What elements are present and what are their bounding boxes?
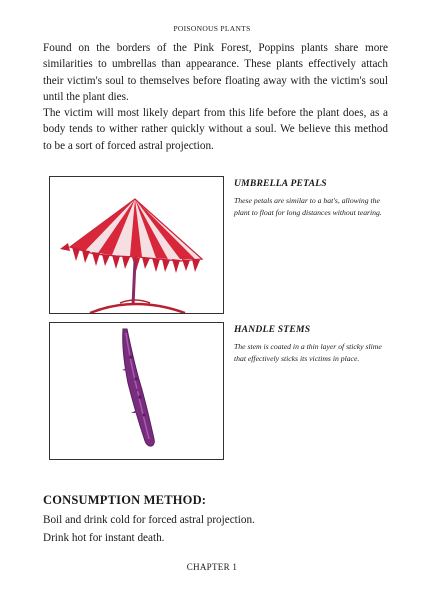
intro-paragraph-2: The victim will most likely depart from this life before the plant does, as a body tends to wither rather quickly without a soul. We believe this method to be a sort of forced astral projection.	[43, 107, 388, 152]
umbrella-petals-description: These petals are similar to a bat's, allowing the plant to float for long distances without tearing.	[234, 196, 382, 217]
consumption-method	[43, 493, 388, 547]
intro-text	[43, 40, 388, 154]
consumption-line-2: Drink hot for instant death.	[43, 532, 165, 544]
consumption-heading: CONSUMPTION METHOD:	[43, 493, 207, 507]
intro-paragraph-1: Found on the borders of the Pink Forest, Poppins plants share more similarities to umbrellas than appearance. These plants effectively attach their victim's soul to themselves before floating away with the victim's soul until the plant dies.	[43, 42, 388, 103]
handle-stems-caption	[234, 324, 384, 364]
umbrella-petals-illustration	[49, 176, 224, 314]
handle-stems-description: The stem is coated in a thin layer of sticky slime that effectively sticks its victims in place.	[234, 342, 382, 363]
umbrella-petals-caption	[234, 178, 384, 218]
page-footer: CHAPTER 1	[186, 562, 238, 572]
umbrella-petals-title: UMBRELLA PETALS	[234, 178, 327, 189]
handle-stems-title: HANDLE STEMS	[234, 324, 311, 335]
consumption-line-1: Boil and drink cold for forced astral projection.	[43, 514, 255, 526]
handle-stems-illustration	[49, 322, 224, 460]
page-header: POISONOUS PLANTS	[173, 24, 251, 33]
